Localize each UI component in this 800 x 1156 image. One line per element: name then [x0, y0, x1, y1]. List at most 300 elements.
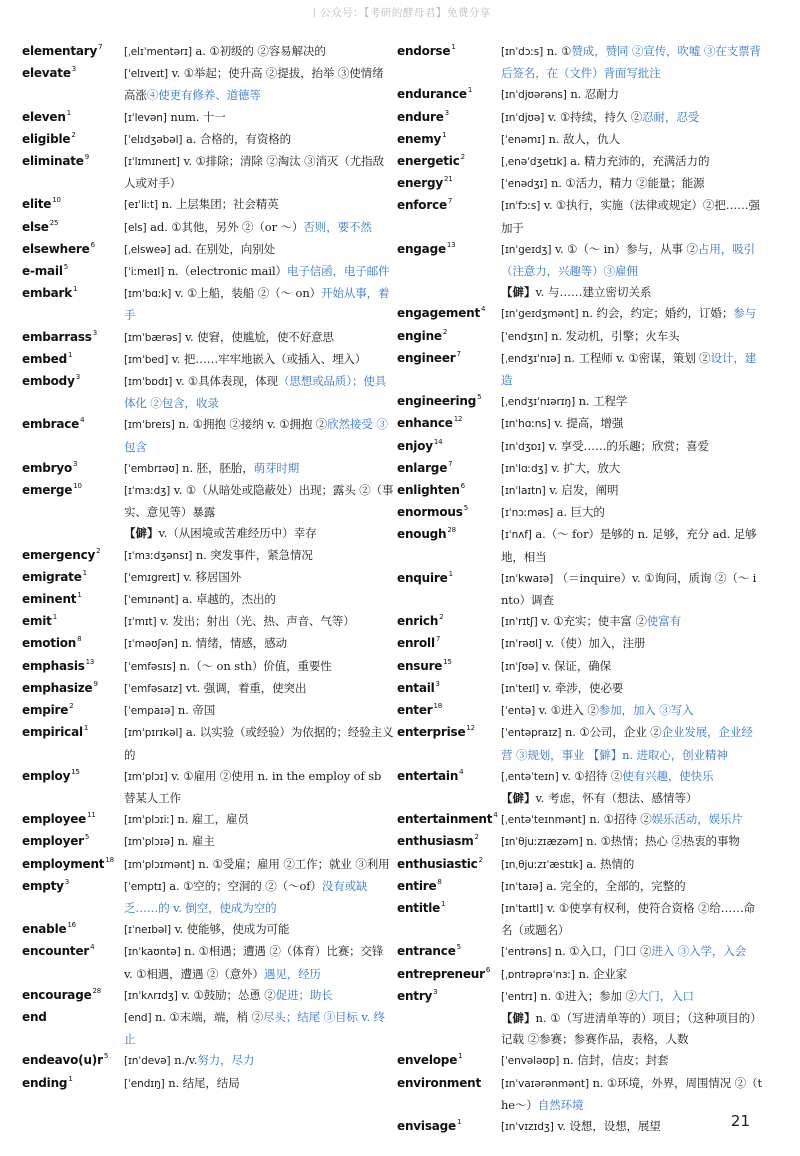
frequency-count: 7: [456, 349, 461, 358]
phonetic: [ɪnˈdɔːs]: [501, 46, 544, 58]
headword-text: engagement: [397, 306, 481, 321]
definition: [501, 633, 763, 655]
phonetic: [ˈemfəsaɪz]: [124, 682, 183, 695]
phonetic: [end]: [124, 1011, 152, 1024]
definition: [124, 611, 394, 633]
frequency-count: 10: [73, 482, 82, 491]
phonetic: [ɪnˌθjuːzɪˈæstɪk]: [501, 858, 583, 871]
definition: [501, 129, 763, 151]
definition: [124, 194, 394, 216]
definition: [124, 985, 394, 1007]
headword: [22, 722, 124, 743]
headword: [397, 391, 501, 412]
frequency-count: 4: [481, 305, 486, 314]
left-column: [22, 41, 394, 1095]
definition: [501, 195, 763, 238]
definition: [501, 239, 763, 282]
headword: [397, 1073, 501, 1094]
phonetic: [ˌendʒɪˈnɪə]: [501, 352, 561, 365]
right-column: [397, 41, 763, 1138]
headword: [397, 239, 501, 260]
frequency-count: 12: [453, 415, 463, 424]
headword: [22, 261, 124, 282]
vocab-entry: [397, 480, 763, 502]
frequency-count: 16: [67, 921, 76, 930]
frequency-count: 7: [448, 459, 453, 468]
vocab-entry: [22, 700, 394, 722]
vocab-entry: [22, 217, 394, 239]
headword: [22, 985, 124, 1006]
headword: [397, 84, 501, 105]
definition: [501, 1050, 763, 1072]
frequency-count: 5: [463, 504, 468, 513]
meaning-text: n. 帝国: [177, 703, 216, 718]
vocab-entry: [397, 941, 763, 963]
vocab-entry: [22, 678, 394, 700]
phonetic: [ˌelsweə]: [124, 243, 171, 256]
meaning-text: v. ①进入 ②: [538, 703, 599, 718]
headword: [397, 436, 501, 457]
meaning-text: n. 突发事件，紧急情况: [195, 547, 313, 562]
definition: [501, 151, 763, 173]
headword: [22, 919, 124, 940]
definition: [124, 919, 394, 941]
headword: [397, 326, 501, 347]
headword: [22, 941, 124, 962]
headword-text: enterprise: [397, 725, 466, 740]
usage-tag: 【僻】: [501, 790, 536, 805]
phonetic: [ˈemɪgreɪt]: [124, 571, 180, 584]
phonetic: [ɪnˈteɪl]: [501, 682, 540, 695]
meaning-text: v. ①雇用 ②使用 n. in the employ of sb 替某人工作: [124, 768, 382, 805]
frequency-count: 7: [447, 197, 453, 206]
phonetic: [ˈenədʒɪ]: [501, 178, 548, 191]
frequency-count: 1: [467, 86, 473, 95]
vocab-entry: [22, 63, 394, 106]
headword-text: elsewhere: [22, 241, 90, 256]
frequency-count: 5: [103, 1052, 109, 1061]
definition: [501, 986, 763, 1008]
headword-text: enquire: [397, 570, 448, 585]
headword-text: emigrate: [22, 569, 82, 584]
usage-note: [22, 523, 394, 544]
frequency-count: 1: [82, 568, 87, 577]
headword-text: end: [22, 1009, 47, 1024]
headword: [22, 327, 124, 348]
definition: [124, 217, 394, 239]
headword-text: empirical: [22, 725, 83, 740]
phonetic: [ɪnˈdevə]: [124, 1055, 171, 1068]
phonetic: [ɪnˈrəʊl]: [501, 638, 542, 651]
vocab-entry: [397, 876, 763, 898]
frequency-count: 13: [85, 657, 95, 666]
extended-meaning: 促进；助长: [275, 987, 333, 1002]
phonetic: [ɪnˈʃʊə]: [501, 660, 539, 673]
headword: [397, 303, 501, 324]
extended-meaning: 娱乐活动，娱乐片: [651, 812, 743, 827]
extended-meaning: 开始从事，着手: [124, 286, 390, 323]
headword-text: entail: [397, 680, 435, 695]
definition: [501, 1073, 763, 1116]
frequency-count: 3: [435, 679, 440, 688]
meaning-text: a. 合格的，有资格的: [185, 131, 292, 146]
extended-meaning: 欣然接受 ③包含: [124, 417, 388, 454]
headword-text: employee: [22, 812, 87, 827]
meaning-text: n. 工程学: [578, 394, 628, 409]
phonetic: [ɪnˈkʌrɪdʒ]: [124, 989, 178, 1002]
headword-text: enough: [397, 527, 447, 542]
headword-text: ensure: [397, 658, 443, 673]
frequency-count: 1: [83, 724, 89, 733]
headword: [22, 567, 124, 588]
frequency-count: 9: [84, 153, 89, 162]
vocab-entry: [397, 84, 763, 106]
vocab-entry: [397, 195, 763, 238]
frequency-count: 1: [458, 1052, 463, 1061]
vocab-entry: [22, 854, 394, 876]
vocab-entry: [397, 722, 763, 765]
meaning-text: n. ①相遇；遭遇 ②（体育）比赛；交锋 v. ①相遇，遭遇 ②（意外）: [124, 944, 384, 981]
phonetic: [eɪˈliːt]: [124, 199, 159, 212]
headword-text: enlighten: [397, 483, 460, 498]
frequency-count: 4: [493, 811, 498, 820]
definition: [501, 941, 763, 963]
phonetic: [ɪnˈdʒɒɪ]: [501, 440, 546, 453]
vocab-entry: [22, 567, 394, 589]
phonetic: [ˌɒntrəprəˈnɜː]: [501, 968, 575, 981]
phonetic: [ˌendʒɪˈnɪərɪŋ]: [501, 396, 576, 409]
meaning-text: vt. 强调，着重，使突出: [185, 680, 307, 695]
headword: [397, 524, 501, 545]
headword: [22, 480, 124, 501]
definition: [124, 633, 394, 655]
vocab-entry: [397, 1050, 763, 1072]
extended-meaning: ④使更有修养、道德等: [146, 88, 261, 103]
definition: [124, 766, 394, 809]
meaning-text: n. 工程师 v. ①密谋，策划 ②: [564, 350, 711, 365]
extended-meaning: 遇见，经历: [263, 966, 321, 981]
definition: [124, 1073, 394, 1095]
definition: [124, 327, 394, 349]
vocab-entry: [397, 964, 763, 986]
phonetic: [ˈemɪnənt]: [124, 594, 179, 607]
vocab-entry: [397, 173, 763, 195]
phonetic: [ˈentrəns]: [501, 946, 552, 959]
headword-text: employ: [22, 768, 71, 783]
headword-text: entertainment: [397, 812, 493, 827]
headword-text: engage: [397, 241, 446, 256]
headword-text: elevate: [22, 66, 71, 81]
vocab-entry: [397, 107, 763, 129]
definition: [501, 107, 763, 129]
definition: [501, 524, 763, 567]
headword-text: empty: [22, 878, 64, 893]
phonetic: [ɪnˈdjʊə]: [501, 111, 545, 124]
phonetic: [ɪnˈkwaɪə]: [501, 572, 554, 585]
meaning-text: v. ①举起；使升高 ②提拔，抬举 ③使情绪高涨: [124, 66, 384, 103]
meaning-text: num. 十一: [170, 109, 226, 124]
headword-text: enlarge: [397, 460, 448, 475]
definition: [501, 436, 763, 458]
definition: [501, 391, 763, 413]
headword-text: emergency: [22, 547, 96, 562]
definition: [124, 129, 394, 151]
headword-text: encourage: [22, 987, 92, 1002]
frequency-count: 4: [90, 943, 95, 952]
headword-text: e-mail: [22, 264, 63, 279]
meaning-text: v. 使能够，使成为可能: [174, 922, 290, 937]
frequency-count: 1: [66, 108, 71, 117]
headword: [397, 722, 501, 743]
meaning-text: n. ①活力，精力 ②能量；能源: [550, 176, 705, 191]
headword-text: employer: [22, 834, 84, 849]
definition: [501, 809, 763, 831]
headword-text: entire: [397, 878, 437, 893]
phonetic: [ɪˈlɪmɪneɪt]: [124, 156, 180, 169]
headword-text: ending: [22, 1075, 68, 1090]
meaning-text: v. 提高，增强: [554, 416, 624, 431]
meaning-text: v. 扩大，放大: [551, 460, 621, 475]
meaning-text: v. ①鼓励；怂恿 ②: [181, 987, 276, 1002]
frequency-count: 9: [93, 679, 98, 688]
vocab-entry: [22, 876, 394, 919]
headword: [22, 1007, 124, 1028]
meaning-text: v. 保证，确保: [541, 658, 612, 673]
meaning-text: n. 忍耐力: [570, 87, 619, 102]
headword-text: endeavo(u)r: [22, 1053, 103, 1068]
phonetic: [ɪnˈdjʊərəns]: [501, 89, 567, 102]
phonetic: [ˌenəˈdʒetɪk]: [501, 156, 567, 169]
meaning-text: n. ①入口，门口 ②: [554, 944, 652, 959]
phonetic: [ɪmˈplɔɪ]: [124, 770, 168, 783]
extended-meaning: （思想或品质）；使具体化 ②包含，收录: [124, 374, 387, 411]
meaning-text: v.（使）加入，注册: [545, 636, 646, 651]
headword-text: else: [22, 219, 49, 234]
headword: [397, 348, 501, 369]
usage-tag: 【僻】: [501, 285, 536, 300]
headword: [397, 413, 501, 434]
usage-tag: 【僻】: [501, 1010, 536, 1025]
headword: [397, 107, 501, 128]
meaning-text: n. 结尾，结局: [168, 1075, 240, 1090]
vocab-entry: [22, 129, 394, 151]
meaning-text: v. 设想，设想，展望: [557, 1118, 661, 1133]
meaning-text: v. ①上船，装船 ②（～ on）: [174, 286, 322, 301]
frequency-count: 28: [92, 986, 102, 995]
headword-text: enthusiastic: [397, 856, 478, 871]
definition: [124, 458, 394, 480]
meaning-text: v. ①（从暗处或隐蔽处）出现；露头 ②（事实、意见等）暴露: [124, 483, 394, 520]
extended-meaning: 否则，要不然: [303, 219, 372, 234]
frequency-count: 5: [477, 393, 482, 402]
meaning-text: n. 约会，约定；婚约，订婚；: [582, 306, 734, 321]
headword-text: elementary: [22, 44, 98, 58]
headword: [22, 41, 124, 62]
vocab-entry: [22, 327, 394, 349]
headword: [22, 611, 124, 632]
extended-meaning: 电子信函，电子邮件: [286, 264, 390, 279]
phonetic: [ɪˈmɜːdʒənsɪ]: [124, 549, 193, 562]
phonetic: [ɪmˈbærəs]: [124, 331, 182, 344]
headword: [22, 809, 124, 830]
vocab-entry: [397, 151, 763, 173]
frequency-count: 3: [71, 65, 77, 74]
vocab-entry: [397, 348, 763, 391]
headword-text: engineering: [397, 394, 477, 409]
phonetic: [ɪmˈbreɪs]: [124, 419, 175, 432]
meaning-text: ad. 在别处，向别处: [174, 241, 276, 256]
vocab-entry: [22, 41, 394, 63]
meaning-text: v. ①具体表现，体现: [175, 374, 278, 389]
frequency-count: 8: [77, 635, 82, 644]
headword-text: eleven: [22, 109, 66, 124]
vocab-entry: [22, 656, 394, 678]
frequency-count: 2: [478, 855, 483, 864]
frequency-count: 1: [52, 613, 57, 622]
headword: [397, 1050, 501, 1071]
headword: [22, 129, 124, 150]
headword-text: embryo: [22, 460, 73, 475]
phonetic: [ɪnˈlaɪtn]: [501, 485, 546, 498]
phonetic: [ˈendʒɪn]: [501, 330, 548, 343]
extended-meaning: 赞成，赞同 ②宣传，吹嘘 ③在支票背后签名，在（文件）背面写批注: [501, 44, 761, 81]
headword-text: entrepreneur: [397, 966, 485, 981]
headword-text: enforce: [397, 198, 447, 213]
headword: [397, 656, 501, 677]
headword-text: embarrass: [22, 329, 92, 344]
meaning-text: n. 信封，信皮；封套: [562, 1053, 669, 1068]
headword-text: enable: [22, 922, 67, 937]
definition: [124, 414, 394, 457]
phonetic: [ɪnˈθjuːzɪæzəm]: [501, 836, 583, 849]
vocab-entry: [22, 919, 394, 941]
vocab-entry: [22, 722, 394, 765]
phonetic: [ɪmˈplɔɪə]: [124, 836, 174, 849]
phonetic: [ˌelɪˈmentərɪ]: [124, 46, 192, 58]
meaning-text: n. ①进入；参加 ②: [540, 988, 637, 1003]
phonetic: [ɪnˈtaɪtl]: [501, 902, 544, 915]
definition: [501, 568, 763, 611]
frequency-count: 8: [437, 877, 442, 886]
usage-note: [397, 788, 763, 809]
extended-meaning: 萌芽时期: [253, 460, 300, 475]
meaning-text: v. ①执行，实施（法律或规定）②把……强加于: [501, 198, 760, 235]
headword: [397, 876, 501, 897]
phonetic: [ˌentəˈteɪnmənt]: [501, 814, 586, 827]
phonetic: [ˈiːmeɪl]: [124, 266, 165, 279]
vocab-entry: [397, 502, 763, 524]
headword-text: envisage: [397, 1118, 456, 1133]
headword: [397, 502, 501, 523]
vocab-entry: [22, 809, 394, 831]
phonetic: [ˈentrɪ]: [501, 990, 537, 1003]
headword-text: enter: [397, 703, 433, 718]
headword: [397, 633, 501, 654]
phonetic: [ˌentəˈteɪn]: [501, 770, 559, 783]
phonetic: [ɪmˈbed]: [124, 353, 169, 366]
frequency-count: 1: [442, 130, 447, 139]
meaning-text: n. ①环境，外界，周围情况 ②（the～）: [501, 1075, 763, 1112]
headword-text: emotion: [22, 636, 77, 651]
vocab-entry: [397, 391, 763, 413]
phonetic: [ɪnˈvaɪərənmənt]: [501, 1077, 589, 1090]
headword: [22, 151, 124, 172]
headword: [397, 173, 501, 194]
meaning-text: n. 企业家: [578, 966, 628, 981]
extended-meaning: 自然环境: [537, 1097, 584, 1112]
vocab-entry: [397, 326, 763, 348]
definition: [124, 831, 394, 853]
headword: [397, 700, 501, 721]
extended-meaning: 企业发展，企业经营 ③规划，事业 【僻】n. 进取心，创业精神: [501, 725, 753, 762]
vocab-entry: [22, 194, 394, 216]
phonetic: [ˈenvələʊp]: [501, 1055, 560, 1068]
phonetic: [ɪnˈtaɪə]: [501, 880, 543, 893]
vocab-entry: [397, 458, 763, 480]
definition: [501, 1116, 763, 1138]
headword: [22, 239, 124, 260]
headword-text: eliminate: [22, 154, 84, 169]
definition: [501, 303, 763, 325]
frequency-count: 2: [71, 130, 76, 139]
definition: [124, 41, 394, 63]
headword-text: endorse: [397, 44, 451, 58]
vocab-entry: [397, 129, 763, 151]
frequency-count: 2: [96, 546, 101, 555]
definition: [124, 722, 394, 765]
meaning-text: a. 巨大的: [556, 505, 605, 520]
meaning-text: v. ①（～ in）参与，从事 ②: [554, 241, 698, 256]
headword: [22, 414, 124, 435]
phonetic: [ˈemptɪ]: [124, 880, 166, 893]
frequency-count: 21: [443, 175, 453, 184]
meaning-text: n./v.: [174, 1053, 198, 1068]
phonetic: [ˈemfəsɪs]: [124, 660, 176, 673]
vocab-entry: [397, 656, 763, 678]
definition: [124, 589, 394, 611]
frequency-count: 10: [52, 196, 61, 205]
headword-text: entrance: [397, 944, 456, 959]
vocab-entry: [22, 831, 394, 853]
headword-text: emphasize: [22, 680, 93, 695]
headword: [22, 217, 124, 238]
frequency-count: 2: [439, 613, 444, 622]
frequency-count: 3: [73, 459, 78, 468]
vocab-entry: [22, 985, 394, 1007]
headword: [22, 876, 124, 897]
headword: [397, 986, 501, 1007]
vocab-entry: [397, 766, 763, 788]
vocab-entry: [22, 371, 394, 414]
definition: [501, 678, 763, 700]
usage-note-text: v. 考虑，怀有（想法、感情等）: [535, 790, 698, 805]
phonetic: [els]: [124, 221, 147, 234]
frequency-count: 1: [73, 285, 78, 294]
frequency-count: 5: [84, 833, 90, 842]
headword: [22, 194, 124, 215]
meaning-text: v. ①排除；清除 ②淘汰 ③消灭（尤指敌人或对手）: [124, 154, 384, 191]
headword: [397, 809, 501, 830]
meaning-text: v. 启发，阐明: [549, 483, 619, 498]
extended-meaning: 使富有: [646, 614, 682, 629]
extended-meaning: 大门，入口: [636, 988, 694, 1003]
meaning-text: v. 把……牢牢地嵌入（或插入、埋入）: [171, 351, 367, 366]
meaning-text: v. ①充实；使丰富 ②: [541, 614, 647, 629]
meaning-text: n. ①公司，企业 ②: [564, 725, 662, 740]
headword: [22, 545, 124, 566]
phonetic: [ɪmˈpɪrɪkəl]: [124, 727, 183, 740]
headword-text: emerge: [22, 483, 73, 498]
